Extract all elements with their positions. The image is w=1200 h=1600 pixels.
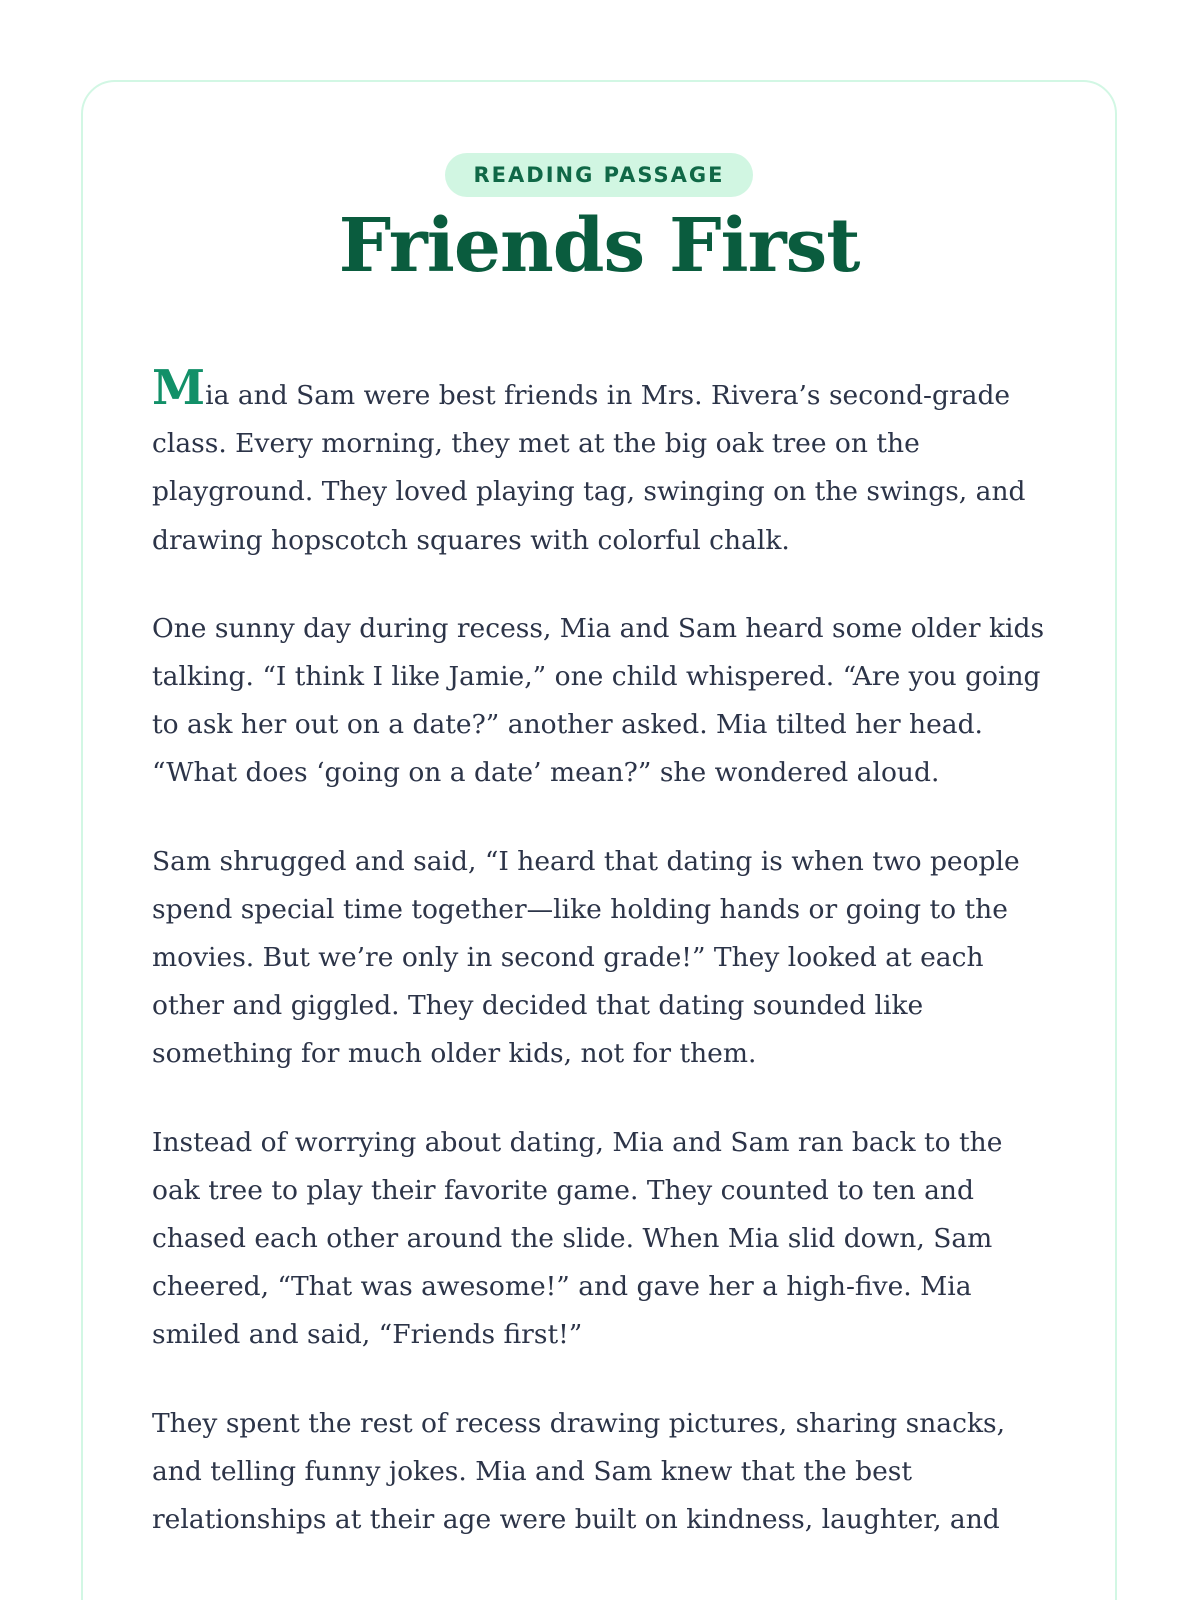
drop-cap: M — [152, 360, 206, 416]
paragraph-3: Sam shrugged and said, “I heard that dating is when two people spend special time together—like holding hands or going to the movies. But we’re only in second grade!” They looked at each other and giggled. They decided that dating sounded like something for much older kids, not for them. — [152, 845, 1020, 1070]
reading-passage-badge: READING PASSAGE — [445, 153, 753, 197]
paragraph-1 — [152, 360, 1057, 565]
paragraph-5: They spent the rest of recess drawing pictures, sharing snacks, and telling funny jokes. Mia and Sam knew that the best relationships at their age were built on kindness, laughter, and — [152, 1407, 1006, 1536]
passage-card — [81, 80, 1117, 1600]
paragraph-2: One sunny day during recess, Mia and Sam heard some older kids talking. “I think I like Jamie,” one child whispered. “Are you going to ask her out on a date?” another asked. Mia tilted her head. “What does ‘going on a date’ mean?” she wondered aloud. — [152, 612, 1045, 789]
paragraph-4: Instead of worrying about dating, Mia and Sam ran back to the oak tree to play their favorite game. They counted to ten and chased each other around the slide. When Mia slid down, Sam cheered, “That was awesome!” and gave her a high-five. Mia smiled and said, “Friends first!” — [152, 1126, 1003, 1351]
passage-body — [152, 360, 1057, 1584]
paragraph-1-text: ia and Sam were best friends in Mrs. Rivera’s second-grade class. Every morning, they met at the big oak tree on the playground. They loved playing tag, swinging on the swings, and drawing hopscotch squares with colorful chalk. — [152, 380, 1026, 556]
passage-title: Friends First — [338, 203, 860, 289]
